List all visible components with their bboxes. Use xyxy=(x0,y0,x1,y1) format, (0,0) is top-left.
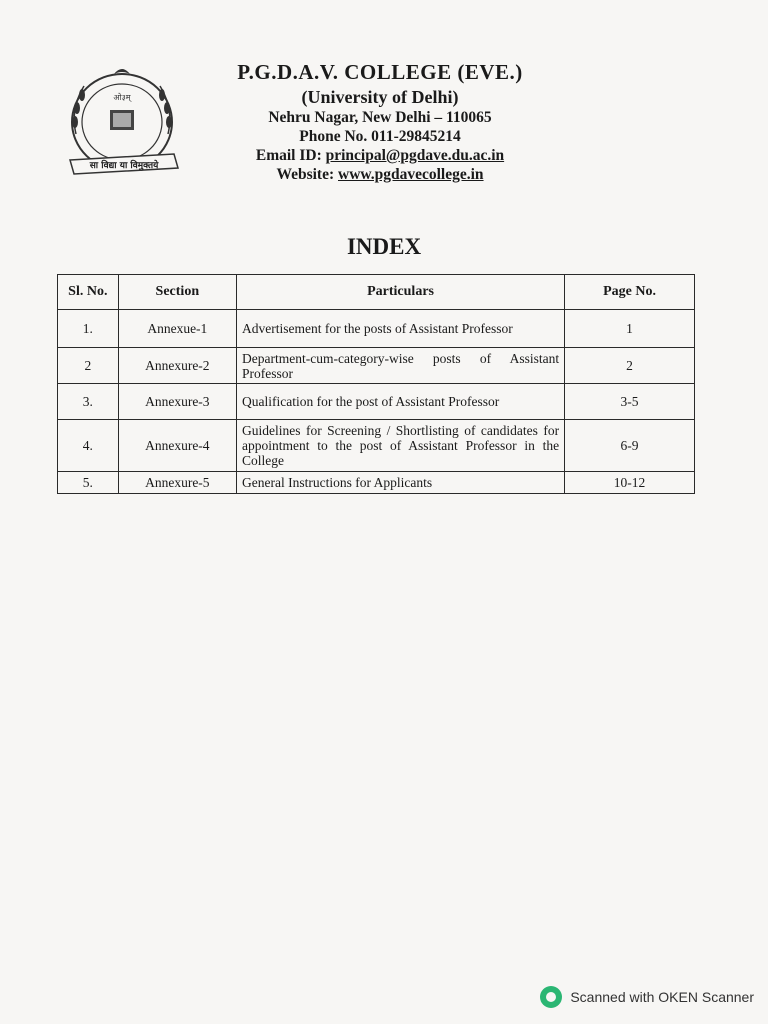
particulars: Qualification for the post of Assistant Professor xyxy=(237,384,565,420)
particulars: Department-cum-category-wise posts of Assistant Professor xyxy=(237,348,565,384)
address: Nehru Nagar, New Delhi – 110065 xyxy=(268,109,492,126)
page-no: 3-5 xyxy=(565,384,695,420)
index-title: INDEX xyxy=(346,234,422,259)
email-line xyxy=(200,146,560,165)
college-logo-icon xyxy=(62,64,186,184)
sl-no: 5. xyxy=(58,472,119,494)
website-link[interactable]: www.pgdavecollege.in xyxy=(338,166,484,183)
table-row xyxy=(58,420,695,472)
sl-no: 2 xyxy=(58,348,119,384)
table-row xyxy=(58,310,695,348)
email-label: Email ID: xyxy=(255,147,322,164)
page-no: 2 xyxy=(565,348,695,384)
header-page-no: Page No. xyxy=(565,275,695,310)
header-sl-no: Sl. No. xyxy=(58,275,119,310)
page-no: 10-12 xyxy=(565,472,695,494)
svg-text:ओ३म्: ओ३म् xyxy=(113,93,131,102)
email-link[interactable]: principal@pgdave.du.ac.in xyxy=(325,147,505,164)
scanner-text: Scanned with OKEN Scanner xyxy=(570,989,754,1005)
particulars: Guidelines for Screening / Shortlisting of candidates for appointment to the post of Assistant Professor in the College xyxy=(237,420,565,472)
scanner-logo-icon xyxy=(540,986,562,1008)
section: Annexue-1 xyxy=(118,310,236,348)
sl-no: 1. xyxy=(58,310,119,348)
page-no: 6-9 xyxy=(565,420,695,472)
website-label: Website: xyxy=(276,166,335,183)
particulars: Advertisement for the posts of Assistant Professor xyxy=(237,310,565,348)
table-row xyxy=(58,348,695,384)
header-section: Section xyxy=(118,275,236,310)
sl-no: 4. xyxy=(58,420,119,472)
sl-no: 3. xyxy=(58,384,119,420)
website-line xyxy=(200,165,560,184)
letterhead xyxy=(200,58,560,184)
college-name: P.G.D.A.V. COLLEGE (EVE.) xyxy=(237,60,523,84)
table-header-row xyxy=(58,275,695,310)
table-row xyxy=(58,472,695,494)
section: Annexure-2 xyxy=(118,348,236,384)
scanner-watermark xyxy=(540,986,754,1008)
table-row xyxy=(58,384,695,420)
phone: Phone No. 011-29845214 xyxy=(299,128,461,145)
index-table xyxy=(57,274,695,494)
university-name: (University of Delhi) xyxy=(301,87,459,107)
particulars: General Instructions for Applicants xyxy=(237,472,565,494)
header-particulars: Particulars xyxy=(237,275,565,310)
section: Annexure-4 xyxy=(118,420,236,472)
svg-text:सा विद्या या विमुक्तये: सा विद्या या विमुक्तये xyxy=(89,161,159,171)
section: Annexure-3 xyxy=(118,384,236,420)
page-no: 1 xyxy=(565,310,695,348)
section: Annexure-5 xyxy=(118,472,236,494)
